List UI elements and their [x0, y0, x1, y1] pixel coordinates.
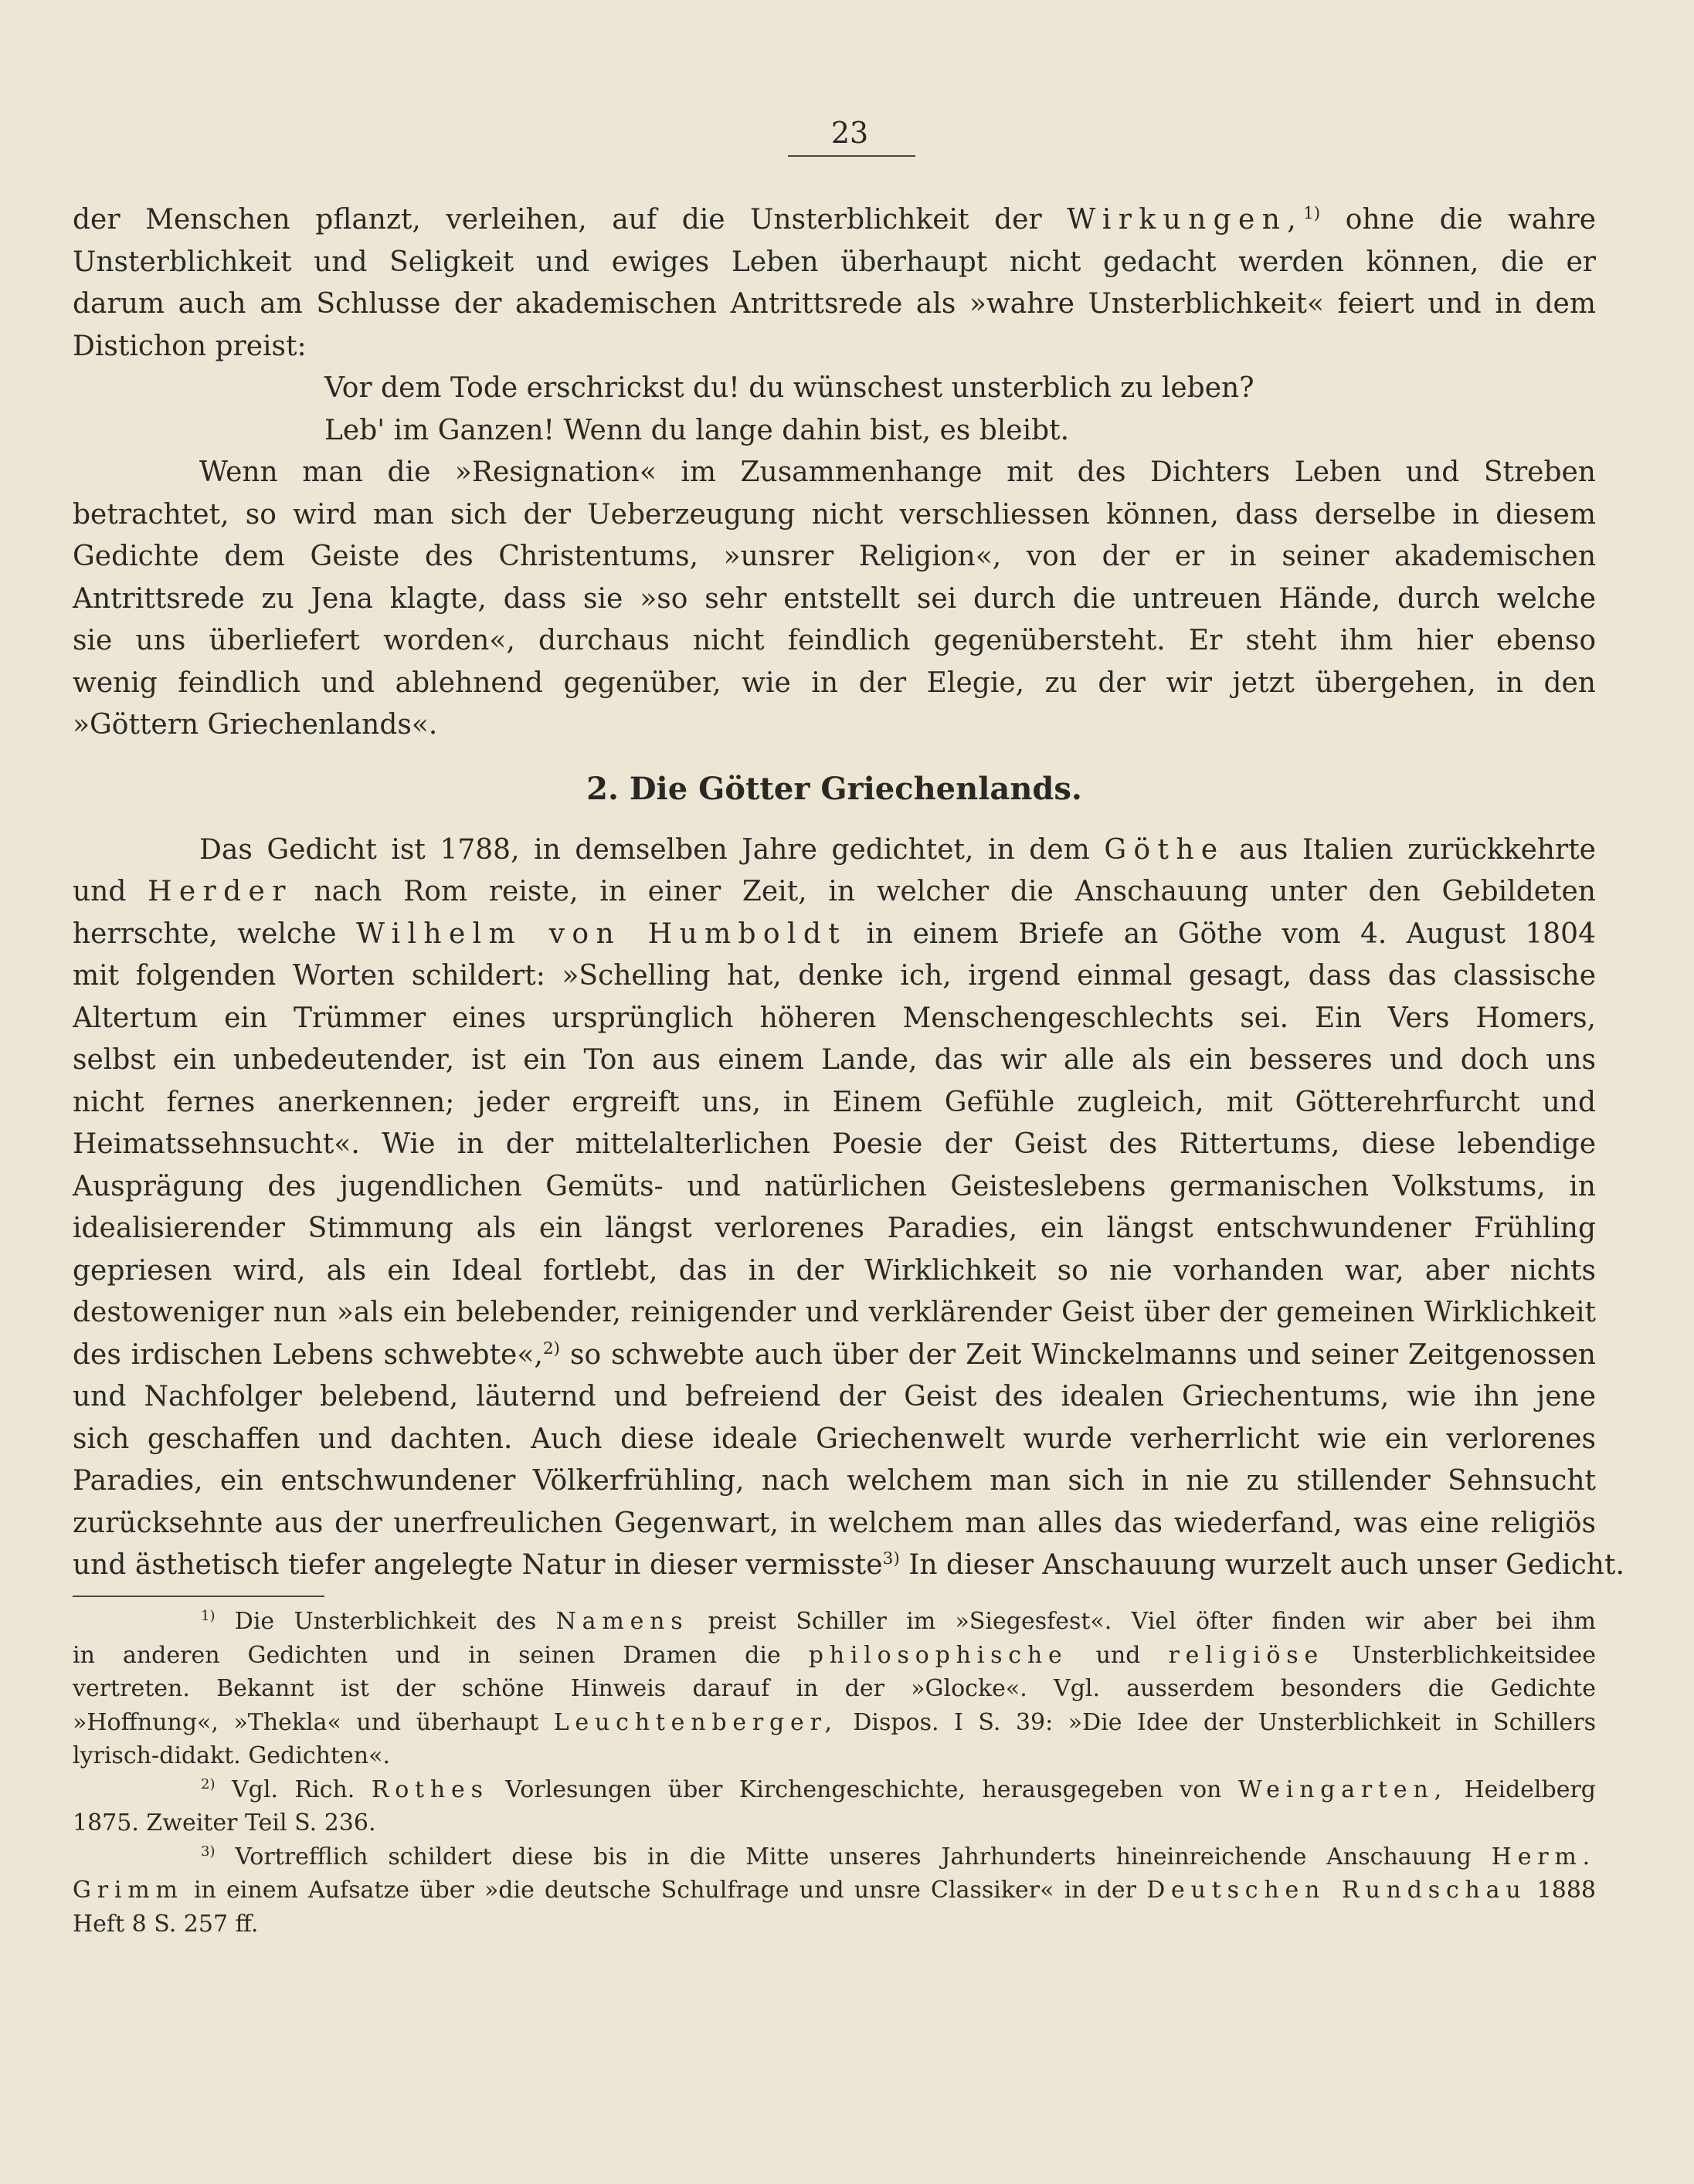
distich-quote	[73, 368, 1596, 452]
text-line: Wenn man die »Resignation« im Zusammenhange mit des Dichters Leben und Streben	[199, 456, 1596, 488]
footnote-mark: 1)	[201, 1608, 216, 1625]
footnote-line: vertreten. Bekannt ist der schöne Hinweis darauf in der »Glocke«. Vgl. ausserdem besonders die Gedichte	[73, 1675, 1596, 1702]
footnotes	[73, 1605, 1596, 1941]
text-line: selbst ein unbedeutender, ist ein Ton aus einem Lande, das wir alle als ein besseres und doch uns	[73, 1044, 1596, 1076]
footnote-line: »Hoffnung«, »Thekla« und überhaupt Leuchtenberger, Dispos. I S. 39: »Die Idee der Unsterblichkeit in Schillers	[73, 1708, 1596, 1736]
footnote-1	[73, 1605, 1596, 1773]
spaced-emphasis: Grimm	[73, 1877, 184, 1904]
spaced-emphasis: Göthe	[1104, 833, 1225, 866]
text-line: Ausprägung des jugendlichen Gemüts- und natürlichen Geisteslebens germanischen Volkstums, in	[73, 1170, 1596, 1202]
footnote-mark: 2)	[201, 1775, 216, 1792]
verse-line: Vor dem Tode erschrickst du! du wünschest unsterblich zu leben?	[324, 372, 1254, 404]
footnote-line: $^{2)}$ Vgl. Rich. Rothes Vorlesungen über Kirchengeschichte, herausgegeben von Weingarten, Heidelberg	[201, 1775, 1597, 1803]
text-line: zurücksehnte aus der unerfreulichen Gegenwart, in welchem man alles das wiederfand, was eine religiös	[73, 1507, 1596, 1539]
paragraph-gods-of-greece	[73, 829, 1624, 1587]
footnote-mark: 3)	[201, 1843, 216, 1860]
spaced-emphasis: Wilhelm von Humboldt	[355, 917, 847, 950]
text-line: »Göttern Griechenlands«.	[73, 709, 438, 741]
footnote-line: $^{3)}$ Vortrefflich schildert diese bis in die Mitte unseres Jahrhunderts hineinreichende Anschauung Herm.	[201, 1843, 1596, 1870]
text-line: Paradies, ein entschwundener Völkerfrühling, nach welchem man sich in nie zu stillender Sehnsucht	[73, 1465, 1596, 1497]
text-line: Gedichte dem Geiste des Christentums, »unsrer Religion«, von der er in seiner akademischen	[73, 541, 1596, 572]
text-line: darum auch am Schlusse der akademischen Antrittsrede als »wahre Unsterblichkeit« feiert und in dem	[73, 288, 1596, 320]
text-line: der Menschen pflanzt, verleihen, auf die Unsterblichkeit der Wirkungen,$^{1)}$ ohne die wahre	[73, 204, 1597, 236]
spaced-emphasis: Wirkungen,	[1067, 204, 1304, 236]
footnote-line: 1875. Zweiter Teil S. 236.	[73, 1809, 376, 1836]
footnote-line: lyrisch-didakt. Gedichten«.	[73, 1742, 390, 1769]
paragraph-resignation	[73, 452, 1596, 747]
text-line: nicht fernes anerkennen; jeder ergreift uns, in Einem Gefühle zugleich, mit Götterehrfurcht und	[73, 1086, 1596, 1118]
text-line: wenig feindlich und ablehnend gegenüber, wie in der Elegie, zu der wir jetzt übergehen, in den	[73, 666, 1596, 699]
spaced-emphasis: philosophische	[808, 1641, 1068, 1669]
verse-line: Leb' im Ganzen! Wenn du lange dahin bist, es bleibt.	[324, 414, 1070, 446]
text-line: herrschte, welche Wilhelm von Humboldt in einem Briefe an Göthe vom 4. August 1804	[73, 917, 1596, 950]
header-rule	[788, 155, 915, 157]
spaced-emphasis: Namens	[555, 1608, 689, 1635]
spaced-emphasis: Herder	[148, 876, 293, 907]
spaced-emphasis: Leuchtenberger,	[553, 1708, 838, 1736]
text-line: und Nachfolger belebend, läuternd und befreiend der Geist des idealen Griechentums, wie ihn jene	[73, 1381, 1596, 1412]
text-line: destoweniger nun »als ein belebender, reinigender und verklärender Geist über der gemeinen Wirklichkeit	[73, 1297, 1596, 1328]
footnote-line: Grimm in einem Aufsatze über »die deutsche Schulfrage und unsre Classiker« in der Deutschen Rundschau 1888	[73, 1877, 1596, 1904]
text-line: Antrittsrede zu Jena klagte, dass sie »so sehr entstellt sei durch die untreuen Hände, durch welche	[73, 582, 1596, 615]
spaced-emphasis: Herm.	[1491, 1843, 1596, 1870]
footnote-ref: 1)	[1303, 204, 1321, 224]
text-line: Altertum ein Trümmer eines ursprünglich höheren Menschengeschlechts sei. Ein Vers Homers,	[73, 1002, 1596, 1034]
footnote-3	[73, 1840, 1596, 1942]
footnote-line: Heft 8 S. 257 ff.	[73, 1910, 259, 1938]
text-line: und ästhetisch tiefer angelegte Natur in dieser vermisste$^{3)}$ In dieser Anschauung wurzelt auch unser Gedicht.	[73, 1549, 1624, 1581]
spaced-emphasis: Deutschen Rundschau	[1146, 1877, 1527, 1904]
spaced-emphasis: Weingarten,	[1237, 1775, 1448, 1803]
text-line: idealisierender Stimmung als ein längst verlorenes Paradies, ein längst entschwundener Frühling	[73, 1212, 1596, 1244]
text-line: gepriesen wird, als ein Ideal fortlebt, das in der Wirklichkeit so nie vorhanden war, aber nichts	[73, 1254, 1596, 1287]
text-line: Distichon preist:	[73, 330, 307, 362]
text-line: und Herder nach Rom reiste, in einer Zeit, in welcher die Anschauung unter den Gebildeten	[73, 876, 1596, 907]
section-heading: 2. Die Götter Griechenlands.	[586, 770, 1082, 807]
footnote-2	[73, 1773, 1596, 1840]
text-line: des irdischen Lebens schwebte«,$^{2)}$ so schwebte auch über der Zeit Winckelmanns und seiner Zeitgenossen	[73, 1338, 1596, 1371]
text-line: sie uns überliefert worden«, durchaus nicht feindlich gegenübersteht. Er steht ihm hier ebenso	[73, 625, 1596, 656]
footnote-ref: 2)	[542, 1338, 560, 1358]
text-line: Das Gedicht ist 1788, in demselben Jahre gedichtet, in dem Göthe aus Italien zurückkehrte	[199, 833, 1596, 866]
footnote-rule	[73, 1596, 324, 1597]
text-line: Heimatssehnsucht«. Wie in der mittelalterlichen Poesie der Geist des Rittertums, diese lebendige	[73, 1128, 1596, 1160]
body-text	[73, 199, 1624, 1587]
text-line: sich geschaffen und dachten. Auch diese ideale Griechenwelt wurde verherrlicht wie ein verlorenes	[73, 1423, 1596, 1455]
page-number: 23	[830, 116, 869, 150]
text-line: betrachtet, so wird man sich der Ueberzeugung nicht verschliessen können, dass derselbe in diesem	[73, 498, 1596, 531]
text-line: Unsterblichkeit und Seligkeit und ewiges Leben überhaupt nicht gedacht werden können, die er	[73, 246, 1596, 278]
footnote-ref: 3)	[882, 1549, 900, 1569]
spaced-emphasis: Rothes	[371, 1775, 489, 1803]
footnote-line: in anderen Gedichten und in seinen Dramen die philosophische und religiöse Unsterblichkeitsidee	[73, 1641, 1596, 1669]
text-line: mit folgenden Worten schildert: »Schelling hat, denke ich, irgend einmal gesagt, dass das classische	[73, 960, 1596, 992]
spaced-emphasis: religiöse	[1168, 1641, 1324, 1669]
footnote-line: $^{1)}$ Die Unsterblichkeit des Namens preist Schiller im »Siegesfest«. Viel öfter finden wir aber bei ihm	[201, 1608, 1596, 1635]
paragraph-immortality	[73, 199, 1596, 368]
